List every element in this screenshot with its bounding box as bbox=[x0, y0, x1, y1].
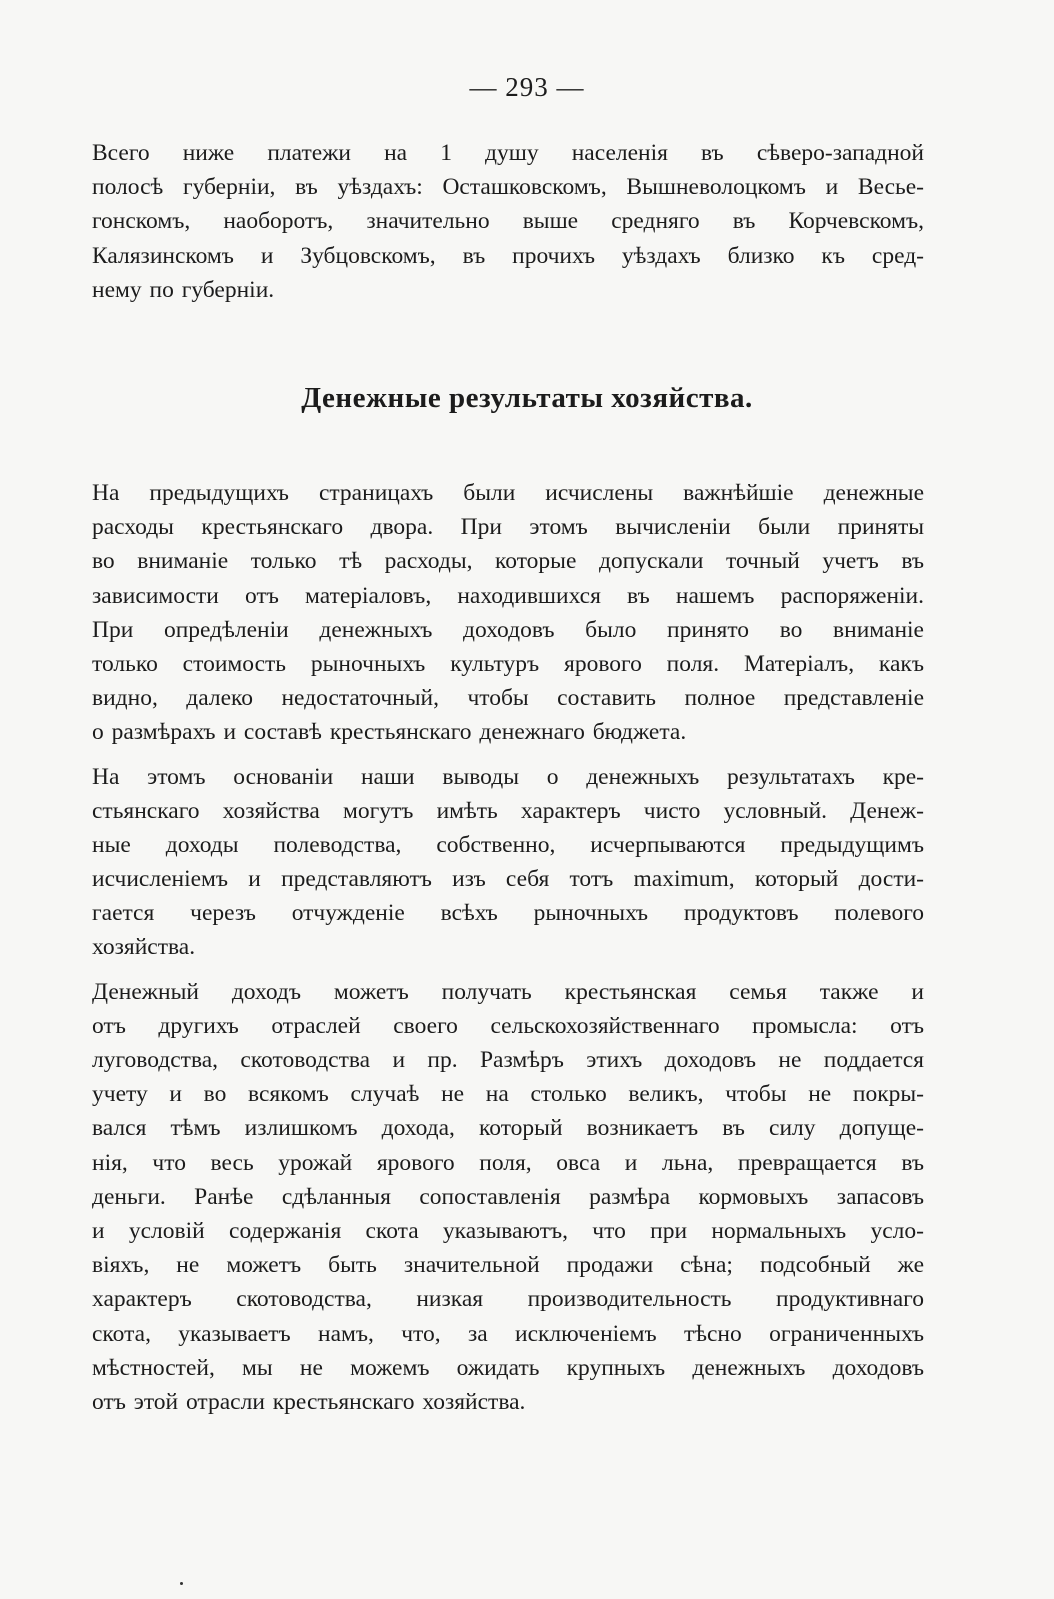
text-line: хозяйства. bbox=[92, 934, 196, 961]
text-line: во вниманіе только тѣ расходы, которые допускали точный учетъ въ bbox=[92, 548, 924, 575]
text-line: вался тѣмъ излишкомъ дохода, который возникаетъ въ силу допуще- bbox=[92, 1115, 924, 1142]
text-line: отъ этой отрасли крестьянскаго хозяйства. bbox=[92, 1388, 526, 1415]
print-speck bbox=[180, 1582, 183, 1585]
intro-paragraph bbox=[92, 136, 924, 307]
text-line: віяхъ, не можетъ быть значительной продажи сѣна; подсобный же bbox=[92, 1252, 924, 1279]
text-line: о размѣрахъ и составѣ крестьянскаго денежнаго бюджета. bbox=[92, 719, 687, 746]
paragraph-gap bbox=[92, 750, 924, 760]
text-line: только стоимость рыночныхъ культуръ ярового поля. Матеріалъ, какъ bbox=[92, 650, 924, 677]
text-line: стьянскаго хозяйства могутъ имѣть характеръ чисто условный. Денеж- bbox=[92, 797, 924, 824]
page-number: — 293 — bbox=[469, 72, 585, 102]
text-line: нему по губерніи. bbox=[92, 276, 275, 303]
text-line: ные доходы полеводства, собственно, исчерпываются предыдущимъ bbox=[92, 831, 924, 858]
text-line: учету и во всякомъ случаѣ не на столько великъ, чтобы не покры- bbox=[92, 1081, 924, 1108]
text-line: Всего ниже платежи на 1 душу населенія въ сѣверо-западной bbox=[92, 140, 924, 166]
text-line: полосѣ губерніи, въ уѣздахъ: Осташковскомъ, Вышневолоцкомъ и Весье- bbox=[92, 174, 924, 201]
text-line: отъ другихъ отраслей своего сельскохозяйственнаго промысла: отъ bbox=[92, 1012, 924, 1039]
text-line: На предыдущихъ страницахъ были исчислены важнѣйшіе денежные bbox=[92, 480, 924, 506]
paragraph-1 bbox=[92, 476, 924, 750]
text-line: мѣстностей, мы не можемъ ожидать крупныхъ денежныхъ доходовъ bbox=[92, 1354, 924, 1381]
text-line: При опредѣленіи денежныхъ доходовъ было принято во вниманіе bbox=[92, 616, 924, 643]
text-line: расходы крестьянскаго двора. При этомъ вычисленіи были приняты bbox=[92, 514, 924, 541]
text-line: На этомъ основаніи наши выводы о денежныхъ результатахъ кре- bbox=[92, 763, 924, 790]
paragraph-3 bbox=[92, 975, 924, 1419]
text-line: гонскомъ, наоборотъ, значительно выше средняго въ Корчевскомъ, bbox=[92, 208, 924, 235]
text-line: деньги. Ранѣе сдѣланныя сопоставленія размѣра кормовыхъ запасовъ bbox=[92, 1183, 924, 1210]
text-line: зависимости отъ матеріаловъ, находившихся въ нашемъ распоряженіи. bbox=[92, 582, 924, 609]
text-line: нія, что весь урожай ярового поля, овса и льна, превращается въ bbox=[92, 1149, 924, 1176]
text-line: характеръ скотоводства, низкая производительность продуктивнаго bbox=[92, 1286, 924, 1313]
paragraph-gap bbox=[92, 965, 924, 975]
text-line: луговодства, скотоводства и пр. Размѣръ этихъ доходовъ не поддается bbox=[92, 1047, 924, 1073]
paragraph-2 bbox=[92, 760, 924, 965]
text-line: и условій содержанія скота указываютъ, что при нормальныхъ усло- bbox=[92, 1217, 924, 1244]
text-line: Калязинскомъ и Зубцовскомъ, въ прочихъ уѣздахъ близко къ сред- bbox=[92, 242, 924, 269]
body-text bbox=[92, 476, 924, 1419]
text-line: исчисленіемъ и представляютъ изъ себя тотъ maximum, который дости- bbox=[92, 866, 924, 893]
text-line: видно, далеко недостаточный, чтобы составить полное представленіе bbox=[92, 685, 924, 712]
section-heading: Денежные результаты хозяйства. bbox=[301, 382, 753, 414]
text-line: скота, указываетъ намъ, что, за исключеніемъ тѣсно ограниченныхъ bbox=[92, 1320, 924, 1347]
text-line: Денежный доходъ можетъ получать крестьянская семья также и bbox=[92, 978, 924, 1005]
text-line: гается черезъ отчужденіе всѣхъ рыночныхъ продуктовъ полевого bbox=[92, 900, 924, 927]
